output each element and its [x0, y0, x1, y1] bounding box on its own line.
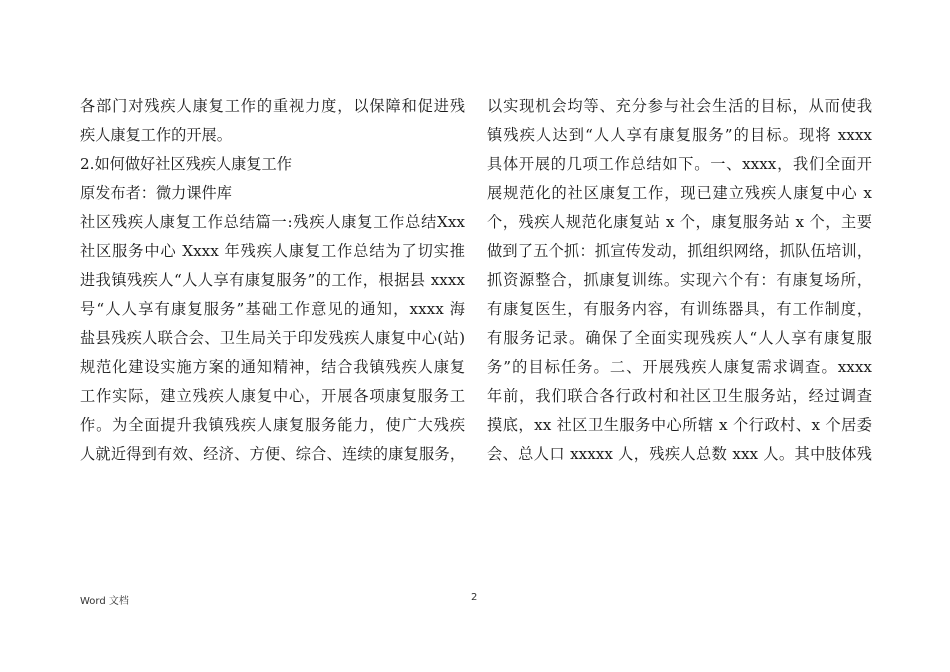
text-line: 号“人人享有康复服务”基础工作意见的通知，xxxx 海 — [80, 300, 465, 318]
text-line: 作。为全面提升我镇残疾人康复服务能力，使广大残疾 — [80, 416, 465, 434]
text-line: 个，残疾人规范化康复站 x 个，康复服务站 x 个，主要 — [487, 213, 872, 231]
publisher-line: 原发布者：微力课件库 — [80, 184, 232, 202]
text-line: 规范化建设实施方案的通知精神，结合我镇残疾人康复 — [80, 358, 465, 376]
text-line: 疾人康复工作的开展。 — [80, 126, 232, 144]
left-text-column — [80, 92, 465, 469]
section-heading: 2.如何做好社区残疾人康复工作 — [80, 155, 292, 173]
text-line: 盐县残疾人联合会、卫生局关于印发残疾人康复中心(站) — [80, 329, 465, 347]
text-line: 有服务记录。确保了全面实现残疾人“人人享有康复服 — [487, 329, 872, 347]
text-line: 社区残疾人康复工作总结篇一:残疾人康复工作总结Xxx — [80, 213, 465, 231]
text-line: 工作实际，建立残疾人康复中心，开展各项康复服务工 — [80, 387, 465, 405]
text-line: 镇残疾人达到“人人享有康复服务”的目标。现将 xxxx — [487, 126, 872, 144]
text-line: 各部门对残疾人康复工作的重视力度，以保障和促进残 — [80, 97, 465, 115]
text-line: 年前，我们联合各行政村和社区卫生服务站，经过调查 — [487, 387, 872, 405]
text-line: 具体开展的几项工作总结如下。一、xxxx，我们全面开 — [487, 155, 872, 173]
page-number: 2 — [471, 592, 478, 603]
right-text-column — [487, 92, 872, 469]
text-line: 以实现机会均等、充分参与社会生活的目标，从而使我 — [487, 97, 872, 115]
text-line: 务”的目标任务。二、开展残疾人康复需求调查。xxxx — [487, 358, 872, 376]
text-line: 人就近得到有效、经济、方便、综合、连续的康复服务， — [80, 445, 465, 463]
text-line: 抓资源整合，抓康复训练。实现六个有：有康复场所， — [487, 271, 872, 289]
text-line: 有康复医生，有服务内容，有训练器具，有工作制度， — [487, 300, 872, 318]
text-line: 社区服务中心 Xxxx 年残疾人康复工作总结为了切实推 — [80, 242, 465, 260]
text-line: 做到了五个抓：抓宣传发动，抓组织网络，抓队伍培训， — [487, 242, 872, 260]
text-line: 摸底，xx 社区卫生服务中心所辖 x 个行政村、x 个居委 — [487, 416, 872, 434]
footer-doc-label: Word 文档 — [80, 596, 129, 607]
text-line: 进我镇残疾人“人人享有康复服务”的工作，根据县 xxxx — [80, 271, 465, 289]
text-line: 会、总人口 xxxxx 人，残疾人总数 xxx 人。其中肢体残 — [487, 445, 872, 463]
text-line: 展规范化的社区康复工作，现已建立残疾人康复中心 x — [487, 184, 872, 202]
